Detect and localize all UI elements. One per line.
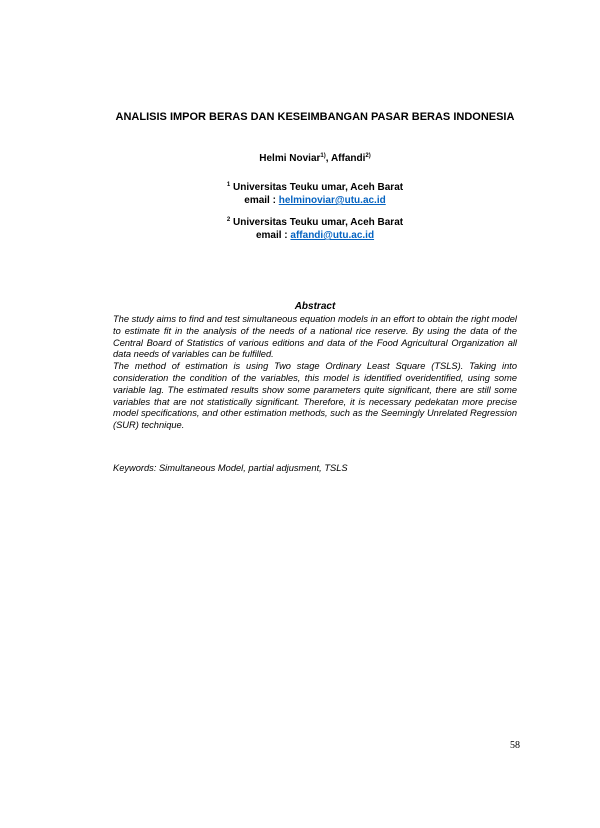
author-separator: ,: [325, 153, 331, 164]
email-link[interactable]: affandi@utu.ac.id: [290, 230, 375, 241]
affiliation-superscript: 1: [226, 182, 231, 188]
institution-name: Universitas Teuku umar, Aceh Barat: [233, 217, 404, 228]
abstract-paragraph: The method of estimation is using Two stage Ordinary Least Square (TSLS). Taking into consideration the condition of the variables, this model is identified overidentified, using some variable lag. The estimated results show some parameters quite significant, there are still some variables that are not statistically significant. Therefore, it is necessary pedekatan more precise model specifications, and other estimation methods, such as the Seemingly Unrelated Regression (SUR) technique.: [113, 361, 517, 431]
paper-title: ANALISIS IMPOR BERAS DAN KESEIMBANGAN PASAR BERAS INDONESIA: [115, 111, 515, 123]
abstract-body: [113, 314, 517, 432]
page-number: 58: [510, 740, 520, 751]
author-line: [0, 153, 600, 164]
affiliation-institution: [0, 179, 600, 194]
institution-name: Universitas Teuku umar, Aceh Barat: [233, 182, 404, 193]
author-superscript: 2): [365, 153, 371, 159]
email-label: email :: [244, 195, 279, 206]
affiliation-email-line: [0, 194, 600, 207]
author-superscript: 1): [320, 153, 326, 159]
affiliation-institution: [0, 214, 600, 229]
affiliation-superscript: 2: [226, 217, 231, 223]
abstract-paragraph: The study aims to find and test simultaneous equation models in an effort to obtain the right model to estimate fit in the analysis of the needs of a national rice reserve. By using the data of the Central Board of Statistics of various editions and data of the Food Agricultural Organization all data needs of variables can be fulfilled.: [113, 314, 517, 360]
keywords: Keywords: Simultaneous Model, partial adjusment, TSLS: [113, 463, 348, 473]
affiliation-1: [0, 179, 600, 207]
email-label: email :: [255, 230, 291, 241]
email-link[interactable]: helminoviar@utu.ac.id: [278, 195, 386, 206]
abstract-heading: Abstract: [294, 301, 336, 312]
affiliation-email-line: [0, 229, 600, 242]
affiliation-2: [0, 214, 600, 242]
author-name: Helmi Noviar: [259, 153, 321, 164]
author-name: Affandi: [330, 153, 366, 164]
